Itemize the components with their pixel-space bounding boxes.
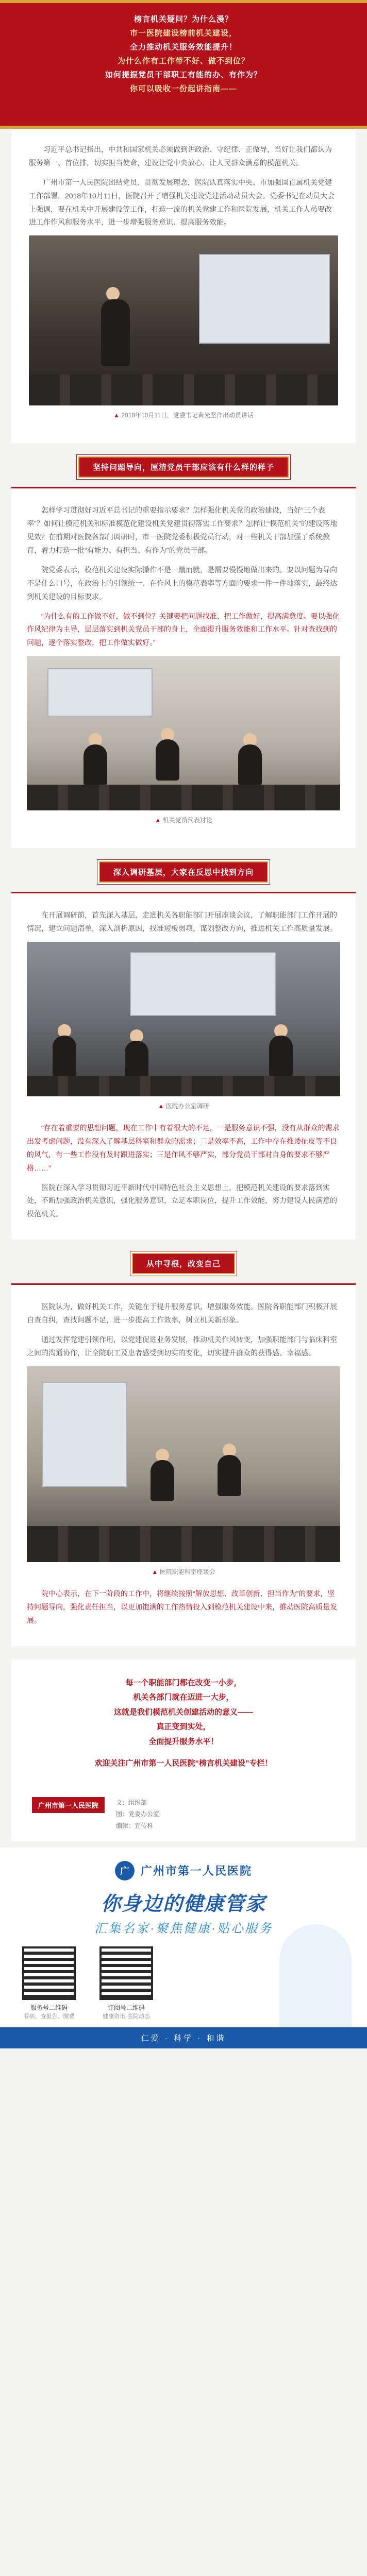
qr-code-icon[interactable] [22,1946,76,2000]
meeting-table [27,1076,340,1096]
hospital-name: 广州市第一人民医院 [140,1865,252,1878]
section-paragraph: 通过发挥党建引领作用，以党建促进业务发展，推动机关作风转变，加强职能部门与临床科室之间的沟通协作，让全院职工及患者感受到切实的变化，切实提升群众的获得感、幸福感。 [27,1335,337,1357]
closing-line: 真正变到实处， [156,1722,211,1731]
section-paragraph: 怎样学习贯彻好习近平总书记的重要指示要求？怎样强化机关党的政治建设，当好“三个表率”？如何让模范机关和标准模范化建设机关党建贯彻落实工作要求？怎样让“模范机关”的建设落地见效？在前期对医院各部门调研时，市一医院党委积极党员行动，对一些机关干部加强了系统教育，着力打造一批“有能力、有担当、有作为”的党员干部。 [27,506,337,555]
qr-subscription[interactable] [98,1946,155,2020]
photo-caption: ▲ 2018年10月11日，党委书记黄光坚作出动员讲话 [113,412,254,419]
closing-section [11,1659,356,1788]
section-paragraph: 院党委表示，模范机关建设实际操作不是一蹴而就，是需要慢慢地做出来的。要以问题为导向不是什么口号，在政治上的引领统一、在作风上的模范表率等方面的要求一件一件地落实，最终达到机关建设的目标要求。 [27,565,337,601]
editor-lines [116,1797,159,1832]
closing-line: 每一个职能部门都在改变一小步， [125,1678,242,1687]
speaker-figure [101,299,130,366]
section-quote: “存在着重要的思想问题，现在工作中有着很大的不足，一是服务意识不强，没有从群众的需求出发考虑问题，没有深入了解基层科室和群众的需求；二是效率不高，工作中存在推诿扯皮等不良的风气，有一些工作没有及时跟进落实；三是作风不够严实，部分党员干部对自身的要求不够严格……” [27,1124,340,1172]
editor-line: 文：组织部 [116,1799,147,1806]
qr-service[interactable] [21,1946,77,2020]
meeting-table [27,1526,340,1562]
qr-label: 订阅号二维码 [107,2004,145,2011]
attendee [53,1036,76,1077]
window [42,1382,127,1487]
triangle-icon: ▲ [155,817,161,824]
brand [0,1857,367,1883]
editor-credits [11,1788,356,1841]
section-quote: “为什么有的工作做不好，做不到位？关键要把问题找准、把工作做好，提高满意度。要以强化作风纪律为主导，层层落实到机关党员干部的身上，全面提升服务效能和工作水平。针对查找到的问题，逐个落实整改，把工作做实做好。” [27,612,340,647]
lead-photo [29,235,338,405]
doctor-illustration [279,1924,352,2027]
header-line: 为什么作有工作带不好、做不到位？ [117,57,249,65]
bottom-stripe [0,126,367,129]
qr-row [0,1946,367,2027]
section-title-wrap [0,1253,367,1274]
qr-label: 服务号二维码 [30,2004,68,2011]
window [47,668,153,717]
closing-line: 全面提升服务水平！ [148,1737,219,1746]
photo-caption: ▲ 医院职能科室座谈会 [152,1568,215,1575]
footer [0,1848,367,2048]
header-lines [62,10,305,97]
qr-sublabel: 健康资讯·医院动态 [103,2013,150,2020]
attendee [218,1455,241,1496]
lead-section [11,129,356,443]
lead-paragraph: 广州市第一人民医院团结党员、贯彻发展理念，医院认真落实中央、市加强国直属机关党建工作部署，2018年10月11日，医院召开了增强机关建设党建活动动员大会。党委书记在动员大会上强调，要在机关中开展建设等工作，打造一流的机关党建工作和医院发展，机关工作人员要改进工作作风和服务水平，进一步增强服务意识、提高服务效能。 [29,178,335,227]
closing-line: 这就是我们模范机关创建活动的意义—— [113,1707,253,1717]
section-photo [27,656,340,810]
editor-line: 编辑：宣传科 [116,1822,154,1830]
projection-screen [199,254,330,344]
projection-screen [130,952,276,1016]
attendee [238,744,262,786]
section-paragraph: 在开展调研前，首先深入基层，走进机关各职能部门开展座谈会议，了解职能部门工作开展的情况，建立问题清单，深入剖析原因，找准短板弱项，谋划整改方向，推进机关工作高质量发展。 [27,911,337,933]
attendee [156,739,179,781]
editor-tag: 广州市第一人民医院 [32,1797,105,1813]
header-line: 如何提振党员干部职工有能的办、有作为？ [105,71,262,79]
section-title-wrap [0,861,367,883]
attendee [269,1036,293,1077]
section-photo [27,942,340,1096]
header-line: 全力推动机关服务效能提升！ [129,43,237,52]
header-line: 你可以吸收一份起讲指南—— [129,84,237,93]
header-banner [0,0,367,129]
top-stripe [0,0,367,3]
section-paragraph: 医院认为，做好机关工作，关键在于提升服务意识，增强服务效能。医院各职能部门积极开展自查自纠，查找问题不足，进一步提高工作效率，树立机关新形象。 [27,1302,337,1325]
triangle-icon: ▲ [158,1103,164,1110]
triangle-icon: ▲ [152,1568,158,1575]
qr-sublabel: 看病、查报告、缴费 [23,2013,75,2020]
section-1 [11,487,356,848]
qr-code-icon[interactable] [99,1946,153,2000]
slogan: 你身边的健康管家 [101,1893,266,1915]
section-title: 坚持问题导向，厘清党员干部应该有什么样的样子 [78,456,289,478]
podium [29,375,338,405]
subslogan: 汇集名家·聚焦健康·贴心服务 [94,1921,273,1936]
section-photo [27,1366,340,1562]
hospital-logo-icon: 广 [115,1861,135,1880]
editor-line: 图：党委办公室 [116,1810,160,1818]
closing-subscribe: 欢迎关注广州市第一人民医院“榜言机关建设”专栏！ [94,1759,273,1768]
bottom-band: 仁爱 · 科学 · 和谐 [0,2027,367,2048]
section-title-wrap [0,456,367,478]
section-title: 深入调研基层，大家在反思中找到方向 [99,861,268,883]
attendee [151,1460,174,1501]
header-line: 市一医院建设榜前机关建设， [129,29,237,38]
section-title: 从中寻根，改变自己 [132,1253,235,1274]
section-paragraph: 医院在深入学习贯彻习近平新时代中国特色社会主义思想上，把模范机关建设的要求落到实处，不断加强政治机关意识，强化服务意识，立足本职岗位，提升工作效能，努力建设人民满意的模范机关。 [27,1183,337,1218]
attendee [84,744,107,786]
section-2 [11,892,356,1240]
meeting-table [27,785,340,810]
photo-caption: ▲ 医院办公室调研 [158,1103,209,1110]
closing-line: 机关各部门就在迈进一大步， [133,1693,234,1702]
photo-caption: ▲ 机关党员代表讨论 [155,817,212,824]
speaker-head [106,287,120,300]
section-quote: 院中心表示，在下一阶段的工作中，将继续按照“解放思想、改革创新、担当作为”的要求，坚持问题导向，强化责任担当，以更加饱满的工作热情投入到模范机关建设中来，推动医院高质量发展。 [27,1589,337,1624]
triangle-icon: ▲ [113,412,120,419]
section-3 [11,1283,356,1646]
header-line: 榜言机关疑问？为什么漫？ [134,15,233,24]
lead-paragraph: 习近平总书记指出，中共和国家机关必须做到讲政治、守纪律、正做导，当好让我们都认为服务第一、首位排，切实担当使命，建设让党中央放心、让人民群众满意的模范机关。 [29,145,332,167]
